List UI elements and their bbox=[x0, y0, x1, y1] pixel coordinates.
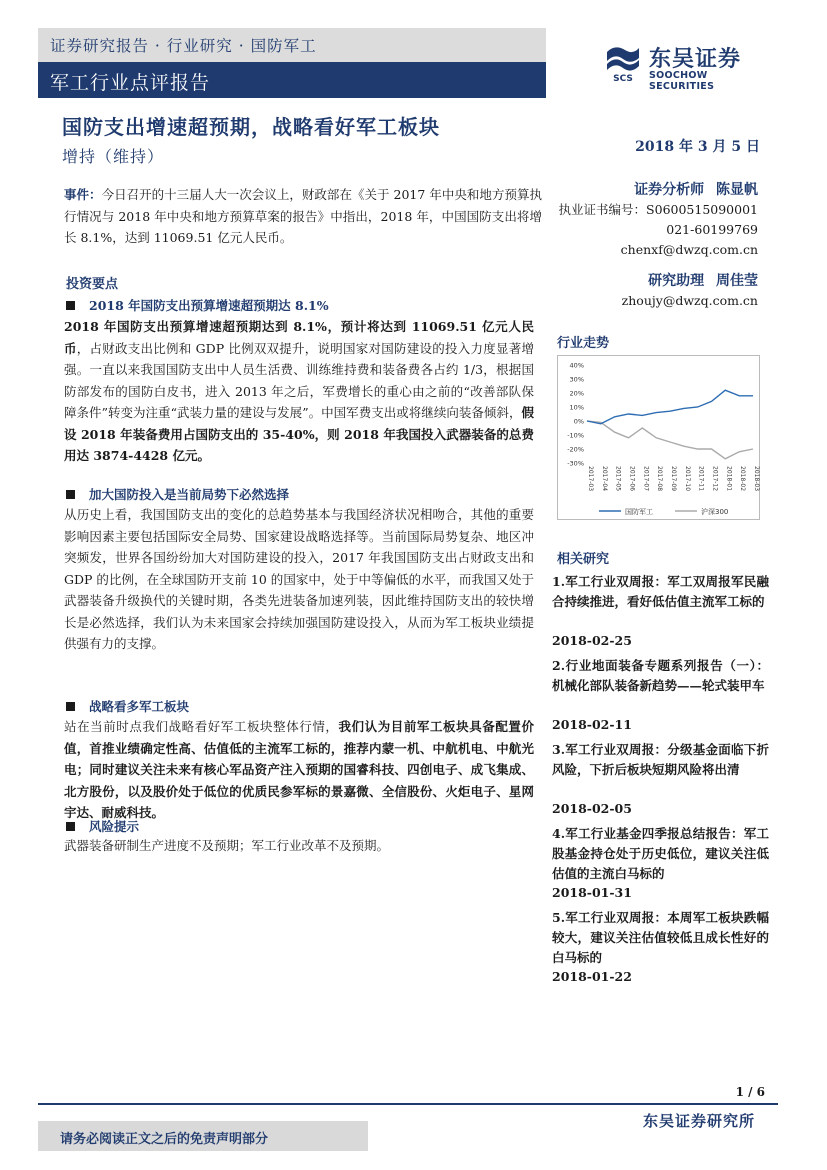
event-text: 今日召开的十三届人大一次会议上，财政部在《关于 2017 年中央和地方预算执行情况与 2018 年中央和地方预算草案的报告》中指出，2018 年，中国国防支出将增长 8.1%，达到 11069.51 亿元人民币。 bbox=[64, 187, 542, 245]
y-tick-label: -10% bbox=[567, 431, 584, 440]
related-item-3[interactable]: 3.军工行业双周报：分级基金面临下折风险，下折后板块短期风险将出清 bbox=[552, 742, 769, 777]
report-title: 国防支出增速超预期，战略看好军工板块 bbox=[62, 115, 440, 139]
y-tick-label: 0% bbox=[573, 417, 584, 426]
footer-divider bbox=[38, 1103, 778, 1105]
x-tick-label: 2018-02 bbox=[739, 466, 747, 492]
x-tick-label: 2017-05 bbox=[614, 466, 622, 492]
assistant-name: 周佳莹 bbox=[716, 273, 758, 289]
logo-mark-icon bbox=[603, 42, 643, 82]
section-heading-3: 战略看多军工板块 bbox=[66, 697, 189, 715]
bullet-square-icon bbox=[66, 822, 75, 831]
assistant-block bbox=[548, 271, 758, 311]
analyst-email[interactable]: chenxf@dwzq.com.cn bbox=[620, 242, 758, 257]
bullet-square-icon bbox=[66, 702, 75, 711]
x-tick-label: 2017-08 bbox=[656, 466, 664, 492]
x-tick-label: 2017-10 bbox=[683, 466, 691, 492]
breadcrumb: 证券研究报告 · 行业研究 · 国防军工 bbox=[50, 37, 317, 55]
footer-org: 东吴证券研究所 bbox=[642, 1112, 755, 1130]
report-date: 2018 年 3 月 5 日 bbox=[635, 139, 760, 155]
bullet-square-icon bbox=[66, 301, 75, 310]
y-tick-label: 30% bbox=[569, 375, 584, 384]
related-date-2: 2018-02-11 bbox=[552, 717, 632, 732]
y-tick-label: 10% bbox=[569, 403, 584, 412]
section-paragraph-1: 2018 年国防支出预算增速超预期达到 8.1%，预计将达到 11069.51 亿元人民币，占财政支出比例和 GDP 比例双双提升，说明国家对国防建设的投入力度显著增强。一直以来我国国防支出中人员生活费、训练维持费和装备费各占约 1/3，根据国防部发布的国防白皮书，进入 2013 年之后，军费增长的重心由之前的“改善部队保障条件”转变为注重“武装力量的建设与发展”。中国军费支出或将继续向装备倾斜，假设 2018 年装备费用占国防支出的 35-40%，则 2018 年我国投入武器装备的总费用达 3874-4428 亿元。 bbox=[64, 319, 534, 463]
header-breadcrumb-bar bbox=[38, 28, 546, 62]
trend-title: 行业走势 bbox=[557, 336, 610, 351]
section-heading-1: 2018 年国防支出预算增速超预期达 8.1% bbox=[66, 296, 329, 314]
x-tick-label: 2018-01 bbox=[725, 466, 733, 492]
x-tick-label: 2017-07 bbox=[642, 466, 650, 492]
x-tick-label: 2017-11 bbox=[697, 466, 705, 492]
related-title: 相关研究 bbox=[557, 552, 610, 567]
section-heading-4: 风险提示 bbox=[66, 817, 139, 835]
logo-mark-text: SCS bbox=[613, 74, 633, 82]
related-item-5[interactable]: 5.军工行业双周报：本周军工板块跌幅较大，建议关注估值较低且成长性好的白马标的 bbox=[552, 910, 769, 965]
highlights-title: 投资要点 bbox=[66, 277, 119, 292]
related-item-2[interactable]: 2.行业地面装备专题系列报告（一）：机械化部队装备新趋势——轮式装甲车 bbox=[552, 658, 769, 693]
logo-en: SOOCHOW SECURITIES bbox=[649, 70, 715, 92]
logo-cn: 东吴证券 bbox=[649, 47, 742, 72]
bullet-square-icon bbox=[66, 490, 75, 499]
company-logo bbox=[603, 42, 773, 92]
disclaimer-text: 请务必阅读正文之后的免责声明部分 bbox=[60, 1132, 269, 1147]
x-tick-label: 2017-04 bbox=[600, 466, 608, 492]
rating: 增持（维持） bbox=[62, 147, 165, 166]
assistant-role: 研究助理 bbox=[648, 273, 705, 289]
assistant-email[interactable]: zhoujy@dwzq.com.cn bbox=[621, 293, 758, 308]
y-tick-label: 20% bbox=[569, 389, 584, 398]
related-date-5: 2018-01-22 bbox=[552, 969, 632, 984]
related-date-1: 2018-02-25 bbox=[552, 633, 632, 648]
x-tick-label: 2017-03 bbox=[587, 466, 594, 492]
disclaimer-box bbox=[38, 1121, 368, 1151]
section-paragraph-2: 从历史上看，我国国防支出的变化的总趋势基本与我国经济状况相吻合，其他的重要影响因素主要包括国际安全局势、国家建设战略选择等。当前国际局势复杂、地区冲突频发，世界各国纷纷加大对国防建设的投入，2017 年我国国防支出占财政支出和 GDP 的比例，在全球国防开支前 10 的国家中，处于中等偏低的水平，而我国又处于武器装备升级换代的关键时期，各类先进装备加速列装，因此维持国防支出的较快增长是必然选择，我们认为未来国家会持续加强国防建设投入，从而为军工板块业绩提供强有力的支撑。 bbox=[64, 507, 534, 651]
related-item-1[interactable]: 1.军工行业双周报：军工双周报军民融合持续推进，看好低估值主流军工标的 bbox=[552, 574, 769, 609]
report-type: 军工行业点评报告 bbox=[50, 72, 211, 94]
legend-label-defense: 国防军工 bbox=[625, 508, 653, 516]
trend-chart bbox=[557, 355, 760, 520]
section-paragraph-4: 武器装备研制生产进度不及预期；军工行业改革不及预期。 bbox=[64, 838, 390, 853]
related-date-4: 2018-01-31 bbox=[552, 885, 632, 900]
event-label: 事件： bbox=[64, 187, 102, 202]
chart-frame bbox=[558, 356, 760, 520]
analyst-phone: 021-60199769 bbox=[666, 222, 758, 237]
analyst-role: 证券分析师 bbox=[634, 182, 705, 198]
event-paragraph bbox=[64, 184, 542, 249]
related-item-4[interactable]: 4.军工行业基金四季报总结报告：军工股基金持仓处于历史低位，建议关注低估值的主流白马标的 bbox=[552, 826, 769, 881]
legend-label-hs300: 沪深300 bbox=[701, 508, 729, 516]
x-tick-label: 2017-09 bbox=[670, 466, 677, 492]
page-number: 1 / 6 bbox=[735, 1085, 765, 1099]
section-heading-2: 加大国防投入是当前局势下必然选择 bbox=[66, 485, 289, 503]
y-tick-label: 40% bbox=[569, 361, 584, 370]
y-tick-label: -20% bbox=[567, 445, 584, 454]
analyst-cert: 执业证书编号：S0600515090001 bbox=[558, 202, 758, 217]
report-type-bar bbox=[38, 62, 546, 98]
analyst-block bbox=[548, 180, 758, 260]
x-tick-label: 2017-12 bbox=[711, 466, 719, 492]
analyst-name: 陈显帆 bbox=[716, 182, 758, 198]
related-date-3: 2018-02-05 bbox=[552, 801, 632, 816]
section-paragraph-3: 站在当前时点我们战略看好军工板块整体行情，我们认为目前军工板块具备配置价值，首推业绩确定性高、估值低的主流军工标的，推荐内蒙一机、中航机电、中航光电；同时建议关注未来有核心军品资产注入预期的国睿科技、四创电子、成飞集成、北方股份，以及股价处于低位的优质民参军标的景嘉微、全信股份、火炬电子、星网宇达、耐威科技。 bbox=[64, 719, 534, 820]
y-tick-label: -30% bbox=[567, 459, 584, 468]
x-tick-label: 2018-03 bbox=[753, 466, 760, 492]
x-tick-label: 2017-06 bbox=[628, 466, 636, 492]
